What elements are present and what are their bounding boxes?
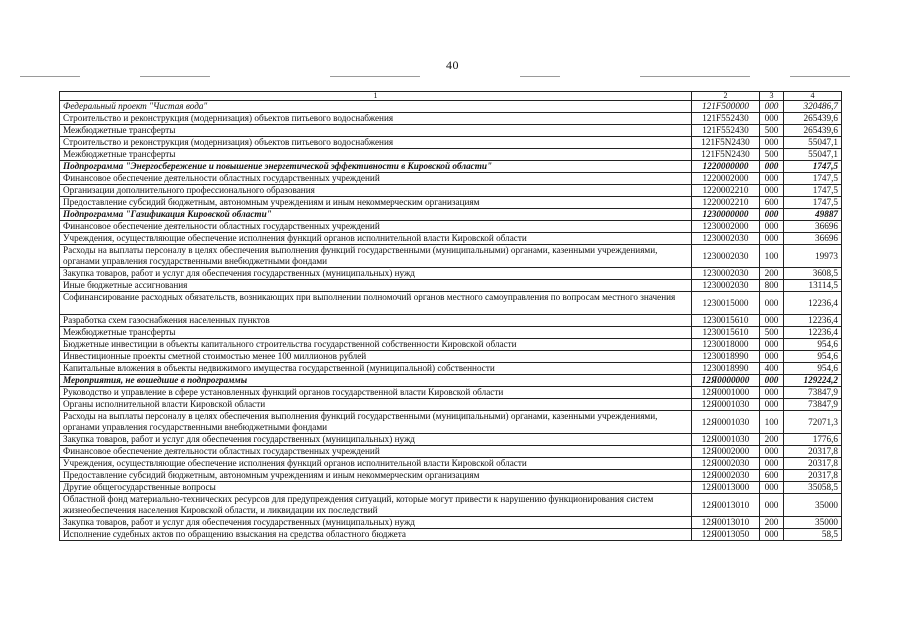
table-row [60,268,842,280]
row-amount: 320486,7 [784,101,842,113]
row-amount: 58,5 [784,529,842,541]
column-header-3: 3 [760,92,784,101]
table-row [60,137,842,149]
row-code: 1220002000 [692,173,760,185]
row-code: 12Я0013010 [692,517,760,529]
row-code: 12Я0001000 [692,387,760,399]
row-name: Финансовое обеспечение деятельности областных государственных учреждений [60,446,692,458]
row-amount: 954,6 [784,363,842,375]
row-code: 121F5N2430 [692,149,760,161]
row-type: 600 [760,197,784,209]
row-code: 12Я0002030 [692,458,760,470]
row-name: Финансовое обеспечение деятельности областных государственных учреждений [60,221,692,233]
table-row [60,494,842,517]
table-row [60,411,842,434]
row-name: Межбюджетные трансферты [60,327,692,339]
table-row [60,399,842,411]
row-amount: 73847,9 [784,399,842,411]
row-amount: 1747,5 [784,161,842,173]
row-type: 000 [760,161,784,173]
row-code: 121F552430 [692,113,760,125]
row-code: 12Я0013000 [692,482,760,494]
row-type: 000 [760,494,784,517]
table-row [60,375,842,387]
row-code: 1230002030 [692,280,760,292]
row-name: Иные бюджетные ассигнования [60,280,692,292]
row-amount: 35058,5 [784,482,842,494]
column-header-1: 1 [60,92,692,101]
row-type: 600 [760,470,784,482]
row-code: 12Я0001030 [692,399,760,411]
row-type: 000 [760,446,784,458]
row-amount: 12236,4 [784,327,842,339]
table-row [60,209,842,221]
row-amount: 13114,5 [784,280,842,292]
page-number: 40 [446,58,459,72]
row-type: 000 [760,101,784,113]
column-header-2: 2 [692,92,760,101]
row-amount: 3608,5 [784,268,842,280]
row-amount: 12236,4 [784,292,842,315]
row-name: Мероприятия, не вошедшие в подпрограммы [60,375,692,387]
row-code: 1230002030 [692,233,760,245]
row-name: Подпрограмма "Энергосбережение и повышение энергетической эффективности в Кировской области" [60,161,692,173]
row-amount: 265439,6 [784,113,842,125]
table-row [60,197,842,209]
table-row [60,161,842,173]
table-header-row [60,92,842,101]
row-amount: 1747,5 [784,173,842,185]
table-row [60,529,842,541]
table-row [60,470,842,482]
row-amount: 36696 [784,221,842,233]
row-name: Строительство и реконструкция (модернизация) объектов питьевого водоснабжения [60,137,692,149]
table-row [60,280,842,292]
row-name: Инвестиционные проекты сметной стоимостью менее 100 миллионов рублей [60,351,692,363]
table-row [60,185,842,197]
row-code: 1230002030 [692,245,760,268]
row-type: 000 [760,482,784,494]
table-row [60,245,842,268]
row-name: Федеральный проект "Чистая вода" [60,101,692,113]
row-name: Учреждения, осуществляющие обеспечение исполнения функций органов исполнительной власти Кировской области [60,458,692,470]
scan-artifact-line [140,76,210,77]
table-row [60,339,842,351]
row-type: 400 [760,363,784,375]
scan-artifact-line [640,76,750,77]
scan-artifact-line [520,76,560,77]
row-name: Финансовое обеспечение деятельности областных государственных учреждений [60,173,692,185]
row-type: 000 [760,209,784,221]
row-amount: 265439,6 [784,125,842,137]
row-code: 1230018990 [692,363,760,375]
row-amount: 49887 [784,209,842,221]
scan-artifact-line [330,76,420,77]
row-type: 000 [760,233,784,245]
table-row [60,101,842,113]
row-name: Другие общегосударственные вопросы [60,482,692,494]
row-name: Подпрограмма "Газификация Кировской области" [60,209,692,221]
row-type: 500 [760,149,784,161]
row-code: 12Я0002030 [692,470,760,482]
row-amount: 954,6 [784,351,842,363]
table-row [60,363,842,375]
row-type: 000 [760,387,784,399]
row-amount: 20317,8 [784,470,842,482]
row-code: 1230018990 [692,351,760,363]
row-name: Руководство и управление в сфере установленных функций органов государственной власти Кировской области [60,387,692,399]
table-row [60,233,842,245]
row-name: Предоставление субсидий бюджетным, автономным учреждениям и иным некоммерческим организациям [60,197,692,209]
row-name: Предоставление субсидий бюджетным, автономным учреждениям и иным некоммерческим организациям [60,470,692,482]
row-amount: 12236,4 [784,315,842,327]
table-row [60,125,842,137]
row-name: Расходы на выплаты персоналу в целях обеспечения выполнения функций государственными (муниципальными) органами, казенными учреждениями, органами управления государственными внебюджетными фондами [60,411,692,434]
row-code: 12Я0002000 [692,446,760,458]
row-type: 500 [760,125,784,137]
row-type: 000 [760,315,784,327]
row-code: 1220002210 [692,185,760,197]
row-amount: 55047,1 [784,137,842,149]
row-amount: 954,6 [784,339,842,351]
row-type: 000 [760,399,784,411]
row-name: Строительство и реконструкция (модернизация) объектов питьевого водоснабжения [60,113,692,125]
row-amount: 72071,3 [784,411,842,434]
row-amount: 73847,9 [784,387,842,399]
row-code: 121F552430 [692,125,760,137]
row-type: 000 [760,529,784,541]
row-amount: 20317,8 [784,458,842,470]
table-row [60,292,842,315]
table-row [60,446,842,458]
row-amount: 20317,8 [784,446,842,458]
row-name: Областной фонд материально-технических ресурсов для предупреждения ситуаций, которые могут привести к нарушению функционирования систем жизнеобеспечения населения Кировской области, и ликвидации их последствий [60,494,692,517]
row-amount: 55047,1 [784,149,842,161]
row-name: Разработка схем газоснабжения населенных пунктов [60,315,692,327]
table-row [60,173,842,185]
row-code: 1230015610 [692,327,760,339]
row-type: 000 [760,458,784,470]
row-type: 200 [760,434,784,446]
row-code: 1230002000 [692,221,760,233]
row-type: 000 [760,173,784,185]
row-amount: 35000 [784,517,842,529]
table-row [60,387,842,399]
row-type: 800 [760,280,784,292]
row-code: 1220000000 [692,161,760,173]
row-name: Организации дополнительного профессионального образования [60,185,692,197]
row-amount: 1747,5 [784,197,842,209]
row-name: Исполнение судебных актов по обращению взыскания на средства областного бюджета [60,529,692,541]
table-row [60,482,842,494]
table-row [60,315,842,327]
row-type: 000 [760,339,784,351]
row-code: 1230000000 [692,209,760,221]
row-name: Капитальные вложения в объекты недвижимого имущества государственной (муниципальной) собственности [60,363,692,375]
row-name: Межбюджетные трансферты [60,149,692,161]
row-amount: 1747,5 [784,185,842,197]
row-name: Учреждения, осуществляющие обеспечение исполнения функций органов исполнительной власти Кировской области [60,233,692,245]
row-amount: 19973 [784,245,842,268]
row-amount: 129224,2 [784,375,842,387]
row-name: Расходы на выплаты персоналу в целях обеспечения выполнения функций государственными (муниципальными) органами, казенными учреждениями, органами управления государственными внебюджетными фондами [60,245,692,268]
row-type: 000 [760,375,784,387]
row-code: 1230018000 [692,339,760,351]
row-type: 200 [760,517,784,529]
row-type: 000 [760,292,784,315]
scan-artifact-line [20,76,80,77]
row-code: 1230002030 [692,268,760,280]
row-code: 12Я0001030 [692,411,760,434]
table-row [60,113,842,125]
table-row [60,517,842,529]
row-type: 000 [760,113,784,125]
row-name: Закупка товаров, работ и услуг для обеспечения государственных (муниципальных) нужд [60,268,692,280]
row-code: 12Я0000000 [692,375,760,387]
row-name: Закупка товаров, работ и услуг для обеспечения государственных (муниципальных) нужд [60,434,692,446]
row-code: 12Я0013050 [692,529,760,541]
row-code: 12Я0001030 [692,434,760,446]
row-code: 12Я0013010 [692,494,760,517]
row-type: 000 [760,137,784,149]
row-name: Софинансирование расходных обязательств, возникающих при выполнении полномочий органов местного самоуправления по вопросам местного значения [60,292,692,315]
table-row [60,327,842,339]
row-name: Органы исполнительной власти Кировской области [60,399,692,411]
row-name: Бюджетные инвестиции в объекты капитального строительства государственной собственности Кировской области [60,339,692,351]
row-code: 1220002210 [692,197,760,209]
scan-artifact-line [790,76,850,77]
table-row [60,149,842,161]
table-row [60,458,842,470]
row-type: 000 [760,351,784,363]
column-header-4: 4 [784,92,842,101]
row-name: Закупка товаров, работ и услуг для обеспечения государственных (муниципальных) нужд [60,517,692,529]
row-name: Межбюджетные трансферты [60,125,692,137]
row-type: 500 [760,327,784,339]
table-row [60,221,842,233]
row-amount: 36696 [784,233,842,245]
table-row [60,434,842,446]
row-type: 200 [760,268,784,280]
row-type: 100 [760,411,784,434]
table-row [60,351,842,363]
row-amount: 1776,6 [784,434,842,446]
row-type: 100 [760,245,784,268]
row-amount: 35000 [784,494,842,517]
row-code: 121F500000 [692,101,760,113]
row-code: 1230015000 [692,292,760,315]
budget-table [59,91,842,541]
row-code: 1230015610 [692,315,760,327]
row-type: 000 [760,221,784,233]
row-type: 000 [760,185,784,197]
row-code: 121F5N2430 [692,137,760,149]
